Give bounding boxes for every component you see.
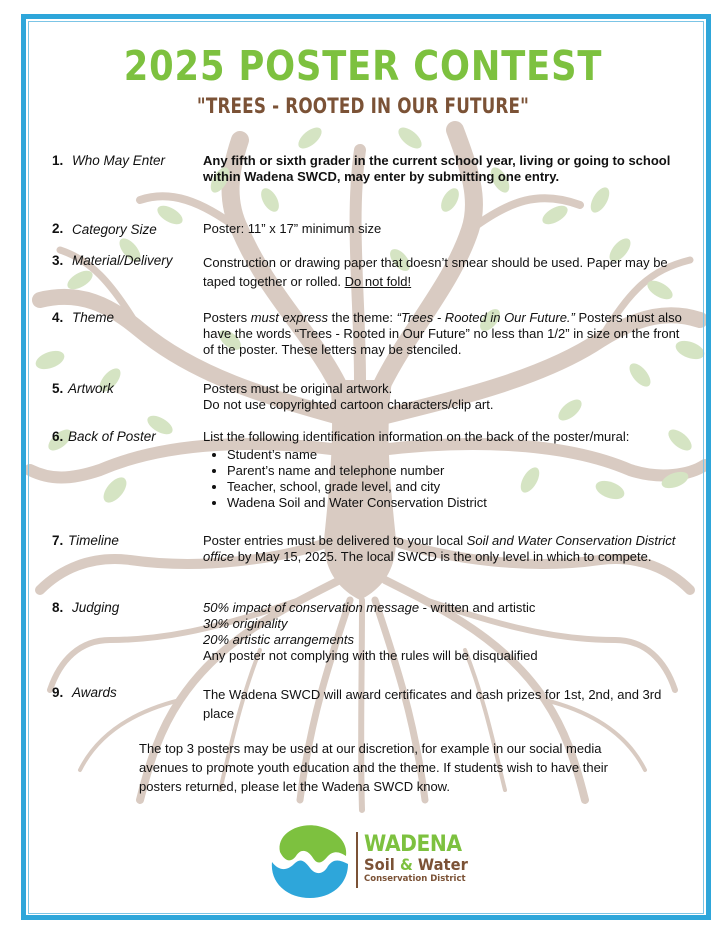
rule-text: Poster: 11” x 17” minimum size xyxy=(203,221,382,236)
logo-soil-text: Soil xyxy=(364,855,395,874)
logo-wordmark xyxy=(364,834,477,885)
text-segment: Posters must also have the words “Trees - Rooted in Our Future” no less than 1/2” in size on the front of the poster. These letters may be stenciled. xyxy=(203,310,682,357)
rule-text xyxy=(203,310,693,358)
rule-label: Timeline xyxy=(68,533,119,548)
logo-water-text: Water xyxy=(417,855,468,874)
text-segment: Poster entries must be delivered to your local xyxy=(203,533,467,548)
rule-label: Material/Delivery xyxy=(72,253,173,268)
rule-number: 4. xyxy=(52,310,64,325)
rule-number: 9. xyxy=(52,685,64,700)
rule-label: Awards xyxy=(72,685,117,700)
rule-text xyxy=(203,429,693,511)
logo-divider xyxy=(356,832,358,888)
text-segment: by May 15, 2025. The local SWCD is the only level in which to compete. xyxy=(234,549,652,564)
rule-number: 3. xyxy=(52,253,64,268)
text-line: List the following identification information on the back of the poster/mural: xyxy=(203,429,630,444)
logo-ampersand: & xyxy=(399,855,413,874)
rule-text xyxy=(203,253,693,291)
list-item: • Student’s name xyxy=(227,447,693,463)
list-item: • Teacher, school, grade level, and city xyxy=(227,479,693,495)
rule-label: Judging xyxy=(72,600,120,615)
text-segment: the theme: xyxy=(328,310,397,325)
poster-subtitle: "TREES - ROOTED IN OUR FUTURE" xyxy=(196,94,530,118)
judging-line: Any poster not complying with the rules will be disqualified xyxy=(203,648,538,663)
text-italic: 50% impact of conservation message xyxy=(203,600,420,615)
judging-line: 20% artistic arrangements xyxy=(203,632,355,647)
rule-number: 6. xyxy=(52,429,64,444)
text-italic: must express xyxy=(250,310,328,325)
list-item: • Parent’s name and telephone number xyxy=(227,463,693,479)
rule-text: Any fifth or sixth grader in the current school year, living or going to school within Wadena SWCD, may enter by submitting one entry. xyxy=(203,153,671,184)
rule-label: Category Size xyxy=(72,222,157,237)
rule-label: Back of Poster xyxy=(68,429,156,444)
logo-name: WADENA xyxy=(364,832,462,857)
rule-number: 2. xyxy=(52,221,64,236)
closing-note: The top 3 posters may be used at our discretion, for example in our social media avenues to promote youth education and the theme. If students wish to have their posters returned, please let the Wadena SWCD know. xyxy=(139,741,609,794)
theme-quote: “Trees - Rooted in Our Future.” xyxy=(396,310,575,325)
rule-text: The Wadena SWCD will award certificates and cash prizes for 1st, 2nd, and 3rd place xyxy=(203,687,662,721)
logo-conservation-district: Conservation District xyxy=(364,874,466,884)
text-italic: Soil and Water Conservation District office xyxy=(203,533,676,564)
do-not-fold-emphasis: Do not fold! xyxy=(344,274,412,289)
poster-title: 2025 POSTER CONTEST xyxy=(123,42,603,90)
text-line: Do not use copyrighted cartoon characters/clip art. xyxy=(203,397,494,412)
text-segment: - written and artistic xyxy=(419,600,536,615)
logo-soil-water xyxy=(364,856,468,874)
rule-number: 1. xyxy=(52,153,64,168)
rule-text xyxy=(203,381,693,413)
rule-number: 7. xyxy=(52,533,64,548)
identification-list xyxy=(203,447,693,511)
rule-label: Artwork xyxy=(68,381,114,396)
rule-text xyxy=(203,600,693,664)
rule-label: Who May Enter xyxy=(72,153,166,168)
list-item: • Wadena Soil and Water Conservation District xyxy=(227,495,693,511)
rule-label: Theme xyxy=(72,310,115,325)
logo-green-shape xyxy=(280,825,347,862)
rule-number: 5. xyxy=(52,381,64,396)
judging-line: 30% originality xyxy=(203,616,288,631)
rule-text-body: Construction or drawing paper that doesn’t smear should be used. Paper may be taped together or rolled. xyxy=(203,255,668,289)
judging-line xyxy=(203,600,693,616)
rule-text xyxy=(203,533,693,565)
text-line: Posters must be original artwork. xyxy=(203,381,393,396)
logo-blue-shape xyxy=(272,861,348,899)
rule-number: 8. xyxy=(52,600,64,615)
text-segment: Posters xyxy=(203,310,251,325)
